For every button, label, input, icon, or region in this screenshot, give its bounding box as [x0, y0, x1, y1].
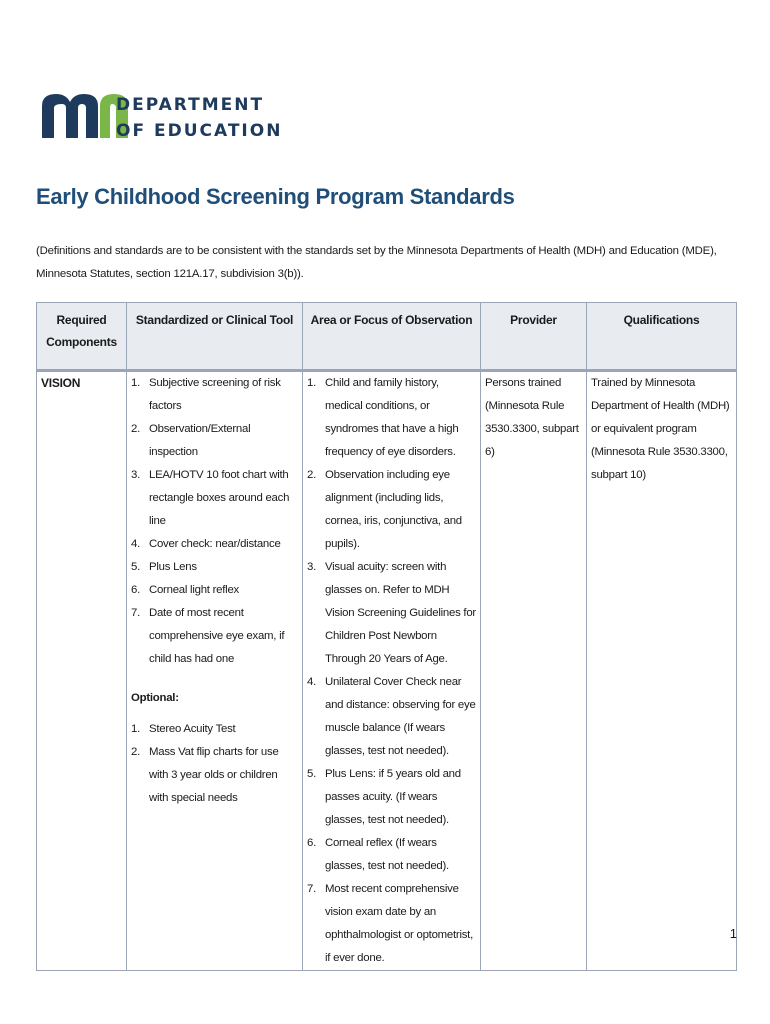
component-cell: VISION — [37, 371, 127, 971]
list-item: 1. Child and family history, medical conditions, or syndromes that have a high frequency of eye disorders. — [307, 377, 459, 458]
logo-m-mark — [42, 94, 98, 138]
list-item: 4. Unilateral Cover Check near and distance: observing for eye muscle balance (If wears glasses, test not needed). — [307, 676, 476, 757]
table-row — [37, 371, 737, 971]
list-item: 3. LEA/HOTV 10 foot chart with rectangle boxes around each line — [131, 469, 290, 527]
list-item: 2. Observation/External inspection — [131, 423, 251, 458]
header-provider: Provider — [481, 303, 587, 371]
page-number: 1 — [729, 926, 737, 941]
list-item: 5. Plus Lens — [131, 561, 197, 573]
page-title: Early Childhood Screening Program Standards — [36, 184, 515, 209]
logo-wordmark — [116, 92, 282, 144]
list-item: 3. Visual acuity: screen with glasses on. Refer to MDH Vision Screening Guidelines for Children Post Newborn Through 20 Years of Age. — [307, 561, 476, 665]
header-tool: Standardized or Clinical Tool — [127, 303, 303, 371]
list-item: 1. Stereo Acuity Test — [131, 723, 236, 735]
logo-line-2: OF EDUCATION — [116, 121, 283, 141]
list-item: 7. Date of most recent comprehensive eye exam, if child has had one — [131, 607, 285, 665]
logo-line-1: DEPARTMENT — [116, 95, 265, 115]
table-header-row — [37, 303, 737, 371]
areas-cell — [303, 371, 481, 971]
tools-list — [131, 372, 298, 671]
list-item: 4. Cover check: near/distance — [131, 538, 281, 550]
intro-paragraph: (Definitions and standards are to be consistent with the standards set by the Minnesota Departments of Health (MDH) and Education (MDE), Minnesota Statutes, section 121A.17, subdivision 3(b)). — [36, 245, 717, 280]
list-item: 6. Corneal reflex (If wears glasses, test not needed). — [307, 837, 449, 872]
list-item: 5. Plus Lens: if 5 years old and passes acuity. (If wears glasses, test not needed). — [307, 768, 461, 826]
list-item: 6. Corneal light reflex — [131, 584, 239, 596]
tools-cell — [127, 371, 303, 971]
header-area: Area or Focus of Observation — [303, 303, 481, 371]
list-item: 2. Mass Vat flip charts for use with 3 year olds or children with special needs — [131, 746, 279, 804]
qualifications-cell: Trained by Minnesota Department of Health (MDH) or equivalent program (Minnesota Rule 3530.3300, subpart 10) — [587, 371, 737, 971]
list-item: 2. Observation including eye alignment (including lids, cornea, iris, conjunctiva, and pupils). — [307, 469, 462, 550]
provider-cell — [481, 371, 587, 971]
header-required-components: Required Components — [37, 303, 127, 371]
header-qualifications: Qualifications — [587, 303, 737, 371]
optional-label: Optional: — [131, 692, 179, 704]
list-item: 7. Most recent comprehensive vision exam date by an ophthalmologist or optometrist, if ever done. — [307, 883, 473, 964]
areas-list — [307, 372, 476, 970]
provider-line: 3530.3300, subpart 6) — [485, 423, 579, 458]
standards-table — [36, 302, 737, 971]
list-item: 1. Subjective screening of risk factors — [131, 377, 281, 412]
provider-line: (Minnesota Rule — [485, 400, 565, 412]
provider-line: Persons trained — [485, 377, 562, 389]
optional-tools-list — [131, 718, 298, 810]
